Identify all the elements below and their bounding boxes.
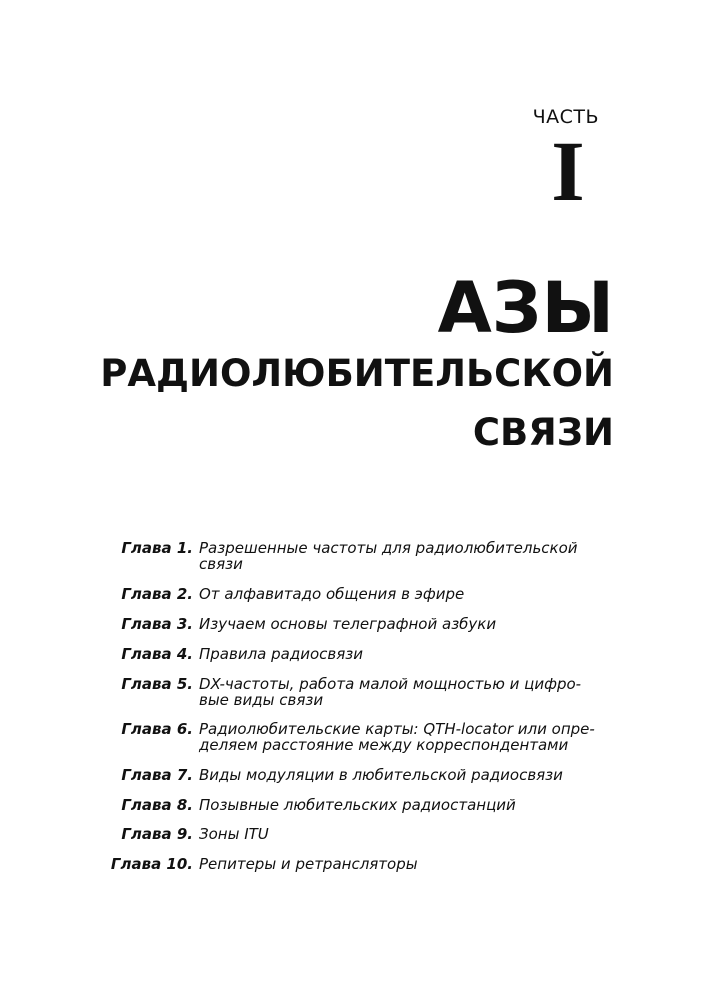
chapter-title-line: связи xyxy=(199,555,243,573)
chapter-number: Глава 4. xyxy=(121,645,193,663)
chapter-title xyxy=(199,586,619,602)
chapter-title-line: вые виды связи xyxy=(199,691,324,709)
chapter-title-line: Изучаем основы телеграфной азбуки xyxy=(199,615,497,633)
chapter-number: Глава 10. xyxy=(110,855,193,873)
chapter-title-line: DX-частоты, работа малой мощностью и цифро- xyxy=(199,675,582,693)
chapter-number: Глава 7. xyxy=(121,766,193,784)
chapter-title xyxy=(199,540,619,572)
chapter-title-line: Правила радиосвязи xyxy=(199,645,363,663)
chapter-title xyxy=(199,616,619,632)
chapter-title xyxy=(199,826,619,842)
chapter-title-line: Виды модуляции в любительской радиосвязи xyxy=(199,766,563,784)
chapter-title-line: Радиолюбительские карты: QTH-locator или опре- xyxy=(199,720,595,738)
chapter-number: Глава 8. xyxy=(121,796,193,814)
chapter-title-line: Разрешенные частоты для радиолюбительской xyxy=(199,539,578,557)
chapter-title-line: деляем расстояние между корреспондентами xyxy=(199,736,569,754)
part-label: ЧАСТЬ xyxy=(532,106,599,128)
chapter-number: Глава 3. xyxy=(121,615,193,633)
chapter-title-line: От алфавитадо общения в эфире xyxy=(199,585,465,603)
chapter-title xyxy=(199,767,619,783)
chapter-number: Глава 6. xyxy=(121,720,193,738)
chapter-number: Глава 1. xyxy=(121,539,193,557)
chapter-title-line: Позывные любительских радиостанций xyxy=(199,796,516,814)
title-line-3: СВЯЗИ xyxy=(472,411,614,454)
chapter-number: Глава 9. xyxy=(121,825,193,843)
part-number: I xyxy=(551,123,585,219)
chapter-title xyxy=(199,676,619,708)
chapter-title xyxy=(199,856,619,872)
title-line-2: РАДИОЛЮБИТЕЛЬСКОЙ xyxy=(100,352,614,395)
chapter-number: Глава 2. xyxy=(121,585,193,603)
chapter-title-line: Зоны ITU xyxy=(199,825,269,843)
chapter-title xyxy=(199,797,619,813)
chapter-title xyxy=(199,721,619,753)
chapter-number: Глава 5. xyxy=(121,675,193,693)
chapter-title xyxy=(199,646,619,662)
chapter-title-line: Репитеры и ретрансляторы xyxy=(199,855,418,873)
title-line-1: АЗЫ xyxy=(437,267,614,349)
